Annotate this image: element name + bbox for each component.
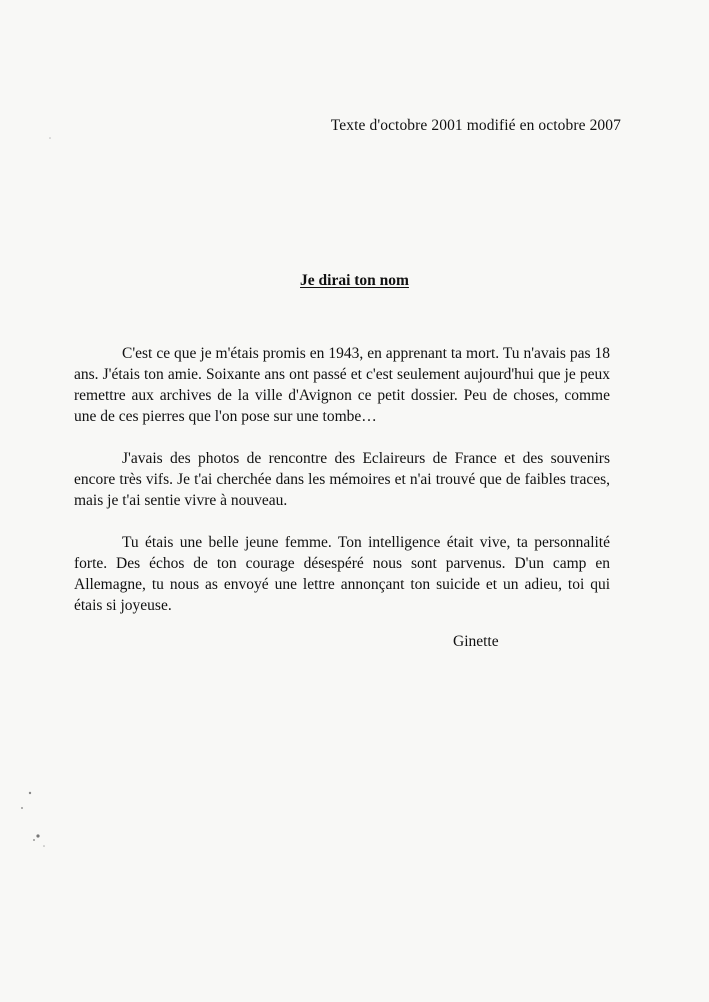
header-date-note: Texte d'octobre 2001 modifié en octobre 2007	[330, 117, 621, 134]
signature: Ginette	[453, 633, 499, 650]
paragraph-2: J'avais des photos de rencontre des Eclaireurs de France et des souvenirs encore très vifs. Je t'ai cherchée dans les mémoires et n'ai trouvé que de faibles traces, mais je t'ai sentie vivre à nouveau.	[74, 450, 610, 509]
paragraph-3: Tu étais une belle jeune femme. Ton intelligence était vive, ta personnalité forte. Des échos de ton courage désespéré nous sont parvenus. D'un camp en Allemagne, tu nous as envoyé une lettre annonçant ton suicide et un adieu, toi qui étais si joyeuse.	[74, 534, 610, 614]
paragraph-1: C'est ce que je m'étais promis en 1943, en apprenant ta mort. Tu n'avais pas 18 ans. J'étais ton amie. Soixante ans ont passé et c'est seulement aujourd'hui que je peux remettre aux archives de la ville d'Avignon ce petit dossier. Peu de choses, comme une de ces pierres que l'on pose sur une tombe…	[74, 345, 610, 425]
document-title: Je dirai ton nom	[300, 272, 409, 289]
letter-body	[74, 343, 610, 637]
